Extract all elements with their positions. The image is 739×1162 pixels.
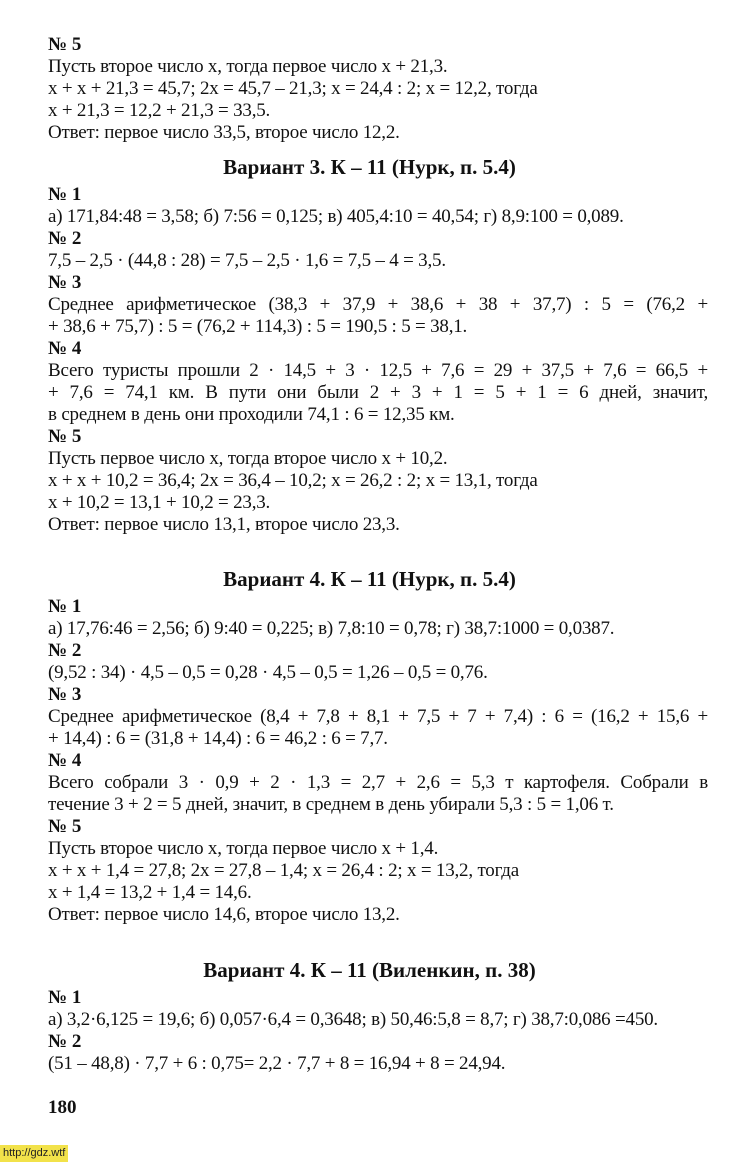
variant-3-body xyxy=(48,184,708,536)
solution-line: течение 3 + 2 = 5 дней, значит, в среднем в день убирали 5,3 : 5 = 1,06 т. xyxy=(48,794,614,815)
solution-line: + 14,4) : 6 = (31,8 + 14,4) : 6 = 46,2 : 6 = 7,7. xyxy=(48,728,388,749)
solution-line: Всего собрали 3 · 0,9 + 2 · 1,3 = 2,7 + 2,6 = 5,3 т картофеля. Собрали в xyxy=(48,772,708,793)
solution-line: Среднее арифметическое (38,3 + 37,9 + 38,6 + 38 + 37,7) : 5 = (76,2 + xyxy=(48,294,708,315)
solution-line: а) 17,76:46 = 2,56; б) 9:40 = 0,225; в) 7,8:10 = 0,78; г) 38,7:1000 = 0,0387. xyxy=(48,618,615,639)
solution-line: (9,52 : 34) · 4,5 – 0,5 = 0,28 · 4,5 – 0,5 = 1,26 – 0,5 = 0,76. xyxy=(48,662,488,683)
solution-line: x + x + 1,4 = 27,8; 2x = 27,8 – 1,4; x = 26,4 : 2; x = 13,2, тогда xyxy=(48,860,519,881)
solution-line: x + x + 21,3 = 45,7; 2x = 45,7 – 21,3; x = 24,4 : 2; x = 12,2, тогда xyxy=(48,78,538,99)
solution-line: + 7,6 = 74,1 км. В пути они были 2 + 3 + 1 = 5 + 1 = 6 дней, значит, xyxy=(48,382,708,403)
answer-line: Ответ: первое число 13,1, второе число 23,3. xyxy=(48,514,400,535)
task-number: № 1 xyxy=(48,184,82,205)
task-number: № 4 xyxy=(48,750,82,771)
task-number: № 5 xyxy=(48,816,82,837)
solution-line: Всего туристы прошли 2 · 14,5 + 3 · 12,5 + 7,6 = 29 + 37,5 + 7,6 = 66,5 + xyxy=(48,360,708,381)
solution-line: x + x + 10,2 = 36,4; 2x = 36,4 – 10,2; x = 26,2 : 2; x = 13,1, тогда xyxy=(48,470,538,491)
variant-4-body xyxy=(48,596,708,926)
answer-line: Ответ: первое число 14,6, второе число 13,2. xyxy=(48,904,400,925)
variant-4-heading: Вариант 4. К – 11 (Нурк, п. 5.4) xyxy=(223,567,516,591)
solution-line: 7,5 – 2,5 · (44,8 : 28) = 7,5 – 2,5 · 1,6 = 7,5 – 4 = 3,5. xyxy=(48,250,446,271)
solution-line: а) 171,84:48 = 3,58; б) 7:56 = 0,125; в) 405,4:10 = 40,54; г) 8,9:100 = 0,089. xyxy=(48,206,624,227)
solution-line: Среднее арифметическое (8,4 + 7,8 + 8,1 + 7,5 + 7 + 7,4) : 6 = (16,2 + 15,6 + xyxy=(48,706,708,727)
variant-4-vilenkin-body xyxy=(48,987,708,1075)
solution-line: Пусть первое число x, тогда второе число x + 10,2. xyxy=(48,448,448,469)
task-number: № 1 xyxy=(48,987,82,1008)
page-number: 180 xyxy=(48,1097,77,1118)
task-number: № 2 xyxy=(48,1031,82,1052)
task-number: № 5 xyxy=(48,426,82,447)
solution-line: в среднем в день они проходили 74,1 : 6 = 12,35 км. xyxy=(48,404,455,425)
solution-line: а) 3,2·6,125 = 19,6; б) 0,057·6,4 = 0,3648; в) 50,46:5,8 = 8,7; г) 38,7:0,086 =450. xyxy=(48,1009,658,1030)
solution-line: x + 1,4 = 13,2 + 1,4 = 14,6. xyxy=(48,882,252,903)
answer-line: Ответ: первое число 33,5, второе число 12,2. xyxy=(48,122,400,143)
task-number: № 3 xyxy=(48,684,82,705)
solution-line: + 38,6 + 75,7) : 5 = (76,2 + 114,3) : 5 = 190,5 : 5 = 38,1. xyxy=(48,316,468,337)
variant-3-heading: Вариант 3. К – 11 (Нурк, п. 5.4) xyxy=(223,155,516,179)
solution-line: x + 10,2 = 13,1 + 10,2 = 23,3. xyxy=(48,492,271,513)
task-number: № 2 xyxy=(48,640,82,661)
task-number: № 4 xyxy=(48,338,82,359)
solution-line: (51 – 48,8) · 7,7 + 6 : 0,75= 2,2 · 7,7 + 8 = 16,94 + 8 = 24,94. xyxy=(48,1053,506,1074)
solution-line: x + 21,3 = 12,2 + 21,3 = 33,5. xyxy=(48,100,271,121)
task-number: № 5 xyxy=(48,34,82,55)
task-number: № 1 xyxy=(48,596,82,617)
task-number: № 2 xyxy=(48,228,82,249)
watermark-link[interactable]: http://gdz.wtf xyxy=(0,1145,68,1162)
variant-4-vilenkin-heading: Вариант 4. К – 11 (Виленкин, п. 38) xyxy=(203,958,536,982)
solution-line: Пусть второе число x, тогда первое число x + 21,3. xyxy=(48,56,448,77)
top-task-5 xyxy=(48,34,708,144)
task-number: № 3 xyxy=(48,272,82,293)
solution-line: Пусть второе число x, тогда первое число x + 1,4. xyxy=(48,838,439,859)
